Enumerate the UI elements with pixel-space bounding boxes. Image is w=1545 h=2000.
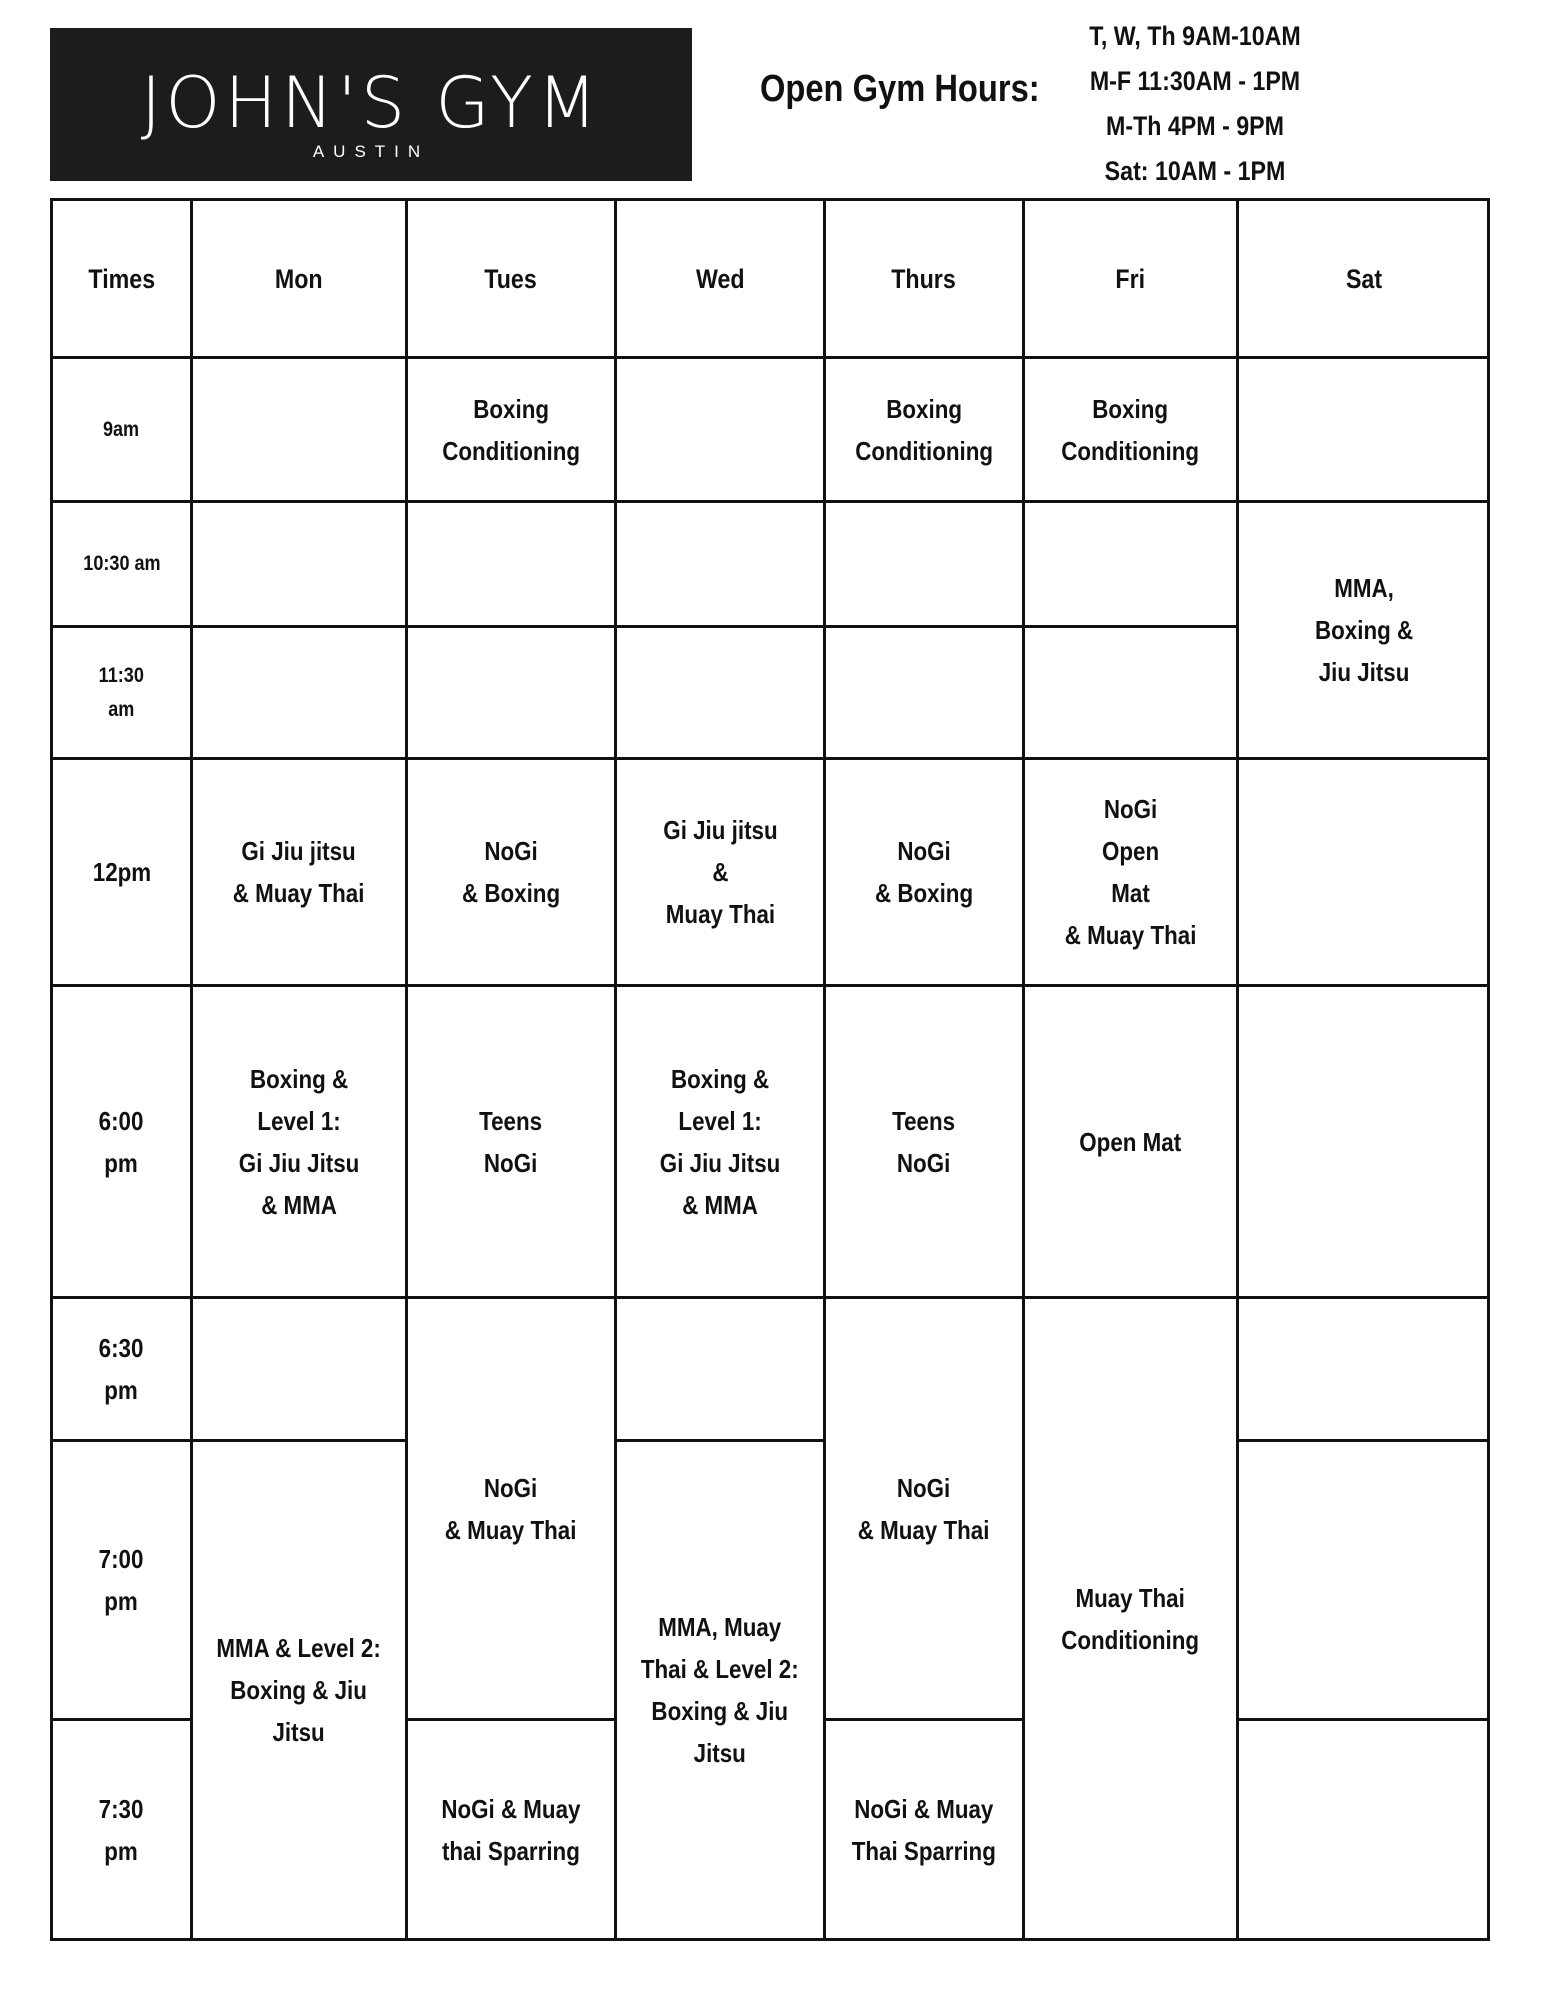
class-cell: NoGi & Muay Thai xyxy=(823,1296,1022,1718)
empty-cell xyxy=(823,500,1022,625)
class-cell: MMA, Muay Thai & Level 2: Boxing & Jiu Jitsu xyxy=(614,1439,823,1938)
hours-line: M-Th 4PM - 9PM xyxy=(1105,111,1285,141)
class-cell: Teens NoGi xyxy=(823,984,1022,1296)
class-cell: Boxing & Level 1: Gi Jiu Jitsu & MMA xyxy=(190,984,405,1296)
class-cell: NoGi & Muay Thai Sparring xyxy=(823,1718,1022,1938)
open-gym-hours-list xyxy=(1040,14,1350,194)
empty-cell xyxy=(190,500,405,625)
hours-line: Sat: 10AM - 1PM xyxy=(1104,156,1286,186)
class-cell: Boxing Conditioning xyxy=(1022,356,1236,500)
column-header-sat: Sat xyxy=(1236,198,1490,356)
column-header-tues: Tues xyxy=(405,198,614,356)
class-cell: Muay Thai Conditioning xyxy=(1022,1296,1236,1938)
class-cell: NoGi Open Mat & Muay Thai xyxy=(1022,757,1236,984)
empty-cell xyxy=(1236,356,1490,500)
column-header-thurs: Thurs xyxy=(823,198,1022,356)
time-730pm: 7:30 pm xyxy=(50,1718,190,1938)
class-cell: NoGi & Muay Thai xyxy=(405,1296,614,1718)
empty-cell xyxy=(1236,1718,1490,1938)
empty-cell xyxy=(1236,757,1490,984)
time-700pm: 7:00 pm xyxy=(50,1439,190,1718)
hours-line: T, W, Th 9AM-10AM xyxy=(1089,21,1301,51)
empty-cell xyxy=(1022,625,1236,757)
empty-cell xyxy=(190,356,405,500)
class-cell: MMA, Boxing & Jiu Jitsu xyxy=(1236,500,1490,757)
time-600pm: 6:00 pm xyxy=(50,984,190,1296)
class-cell: Boxing & Level 1: Gi Jiu Jitsu & MMA xyxy=(614,984,823,1296)
column-header-wed: Wed xyxy=(614,198,823,356)
gym-logo xyxy=(50,28,692,181)
class-cell: Open Mat xyxy=(1022,984,1236,1296)
class-cell: Gi Jiu jitsu & Muay Thai xyxy=(190,757,405,984)
class-cell: NoGi & Muay thai Sparring xyxy=(405,1718,614,1938)
logo-name: JOHN'S GYM xyxy=(140,62,602,144)
empty-cell xyxy=(614,1296,823,1439)
time-9am: 9am xyxy=(50,356,190,500)
class-cell: NoGi & Boxing xyxy=(823,757,1022,984)
empty-cell xyxy=(405,500,614,625)
class-cell: MMA & Level 2: Boxing & Jiu Jitsu xyxy=(190,1439,405,1938)
class-cell: Gi Jiu jitsu & Muay Thai xyxy=(614,757,823,984)
column-header-mon: Mon xyxy=(190,198,405,356)
empty-cell xyxy=(614,356,823,500)
empty-cell xyxy=(823,625,1022,757)
logo-city: AUSTIN xyxy=(312,142,430,161)
empty-cell xyxy=(405,625,614,757)
empty-cell xyxy=(190,625,405,757)
empty-cell xyxy=(1236,984,1490,1296)
open-gym-hours-label: Open Gym Hours: xyxy=(760,68,1040,110)
column-header-fri: Fri xyxy=(1022,198,1236,356)
empty-cell xyxy=(1022,500,1236,625)
time-1130am: 11:30 am xyxy=(50,625,190,757)
empty-cell xyxy=(190,1296,405,1439)
class-cell: Teens NoGi xyxy=(405,984,614,1296)
empty-cell xyxy=(614,625,823,757)
time-12pm: 12pm xyxy=(50,757,190,984)
class-cell: Boxing Conditioning xyxy=(823,356,1022,500)
column-header-times: Times xyxy=(50,198,190,356)
hours-line: M-F 11:30AM - 1PM xyxy=(1089,66,1301,96)
class-cell: NoGi & Boxing xyxy=(405,757,614,984)
class-cell: Boxing Conditioning xyxy=(405,356,614,500)
empty-cell xyxy=(614,500,823,625)
empty-cell xyxy=(1236,1296,1490,1439)
time-1030am: 10:30 am xyxy=(50,500,190,625)
schedule-table xyxy=(50,198,1490,1941)
empty-cell xyxy=(1236,1439,1490,1718)
time-630pm: 6:30 pm xyxy=(50,1296,190,1439)
